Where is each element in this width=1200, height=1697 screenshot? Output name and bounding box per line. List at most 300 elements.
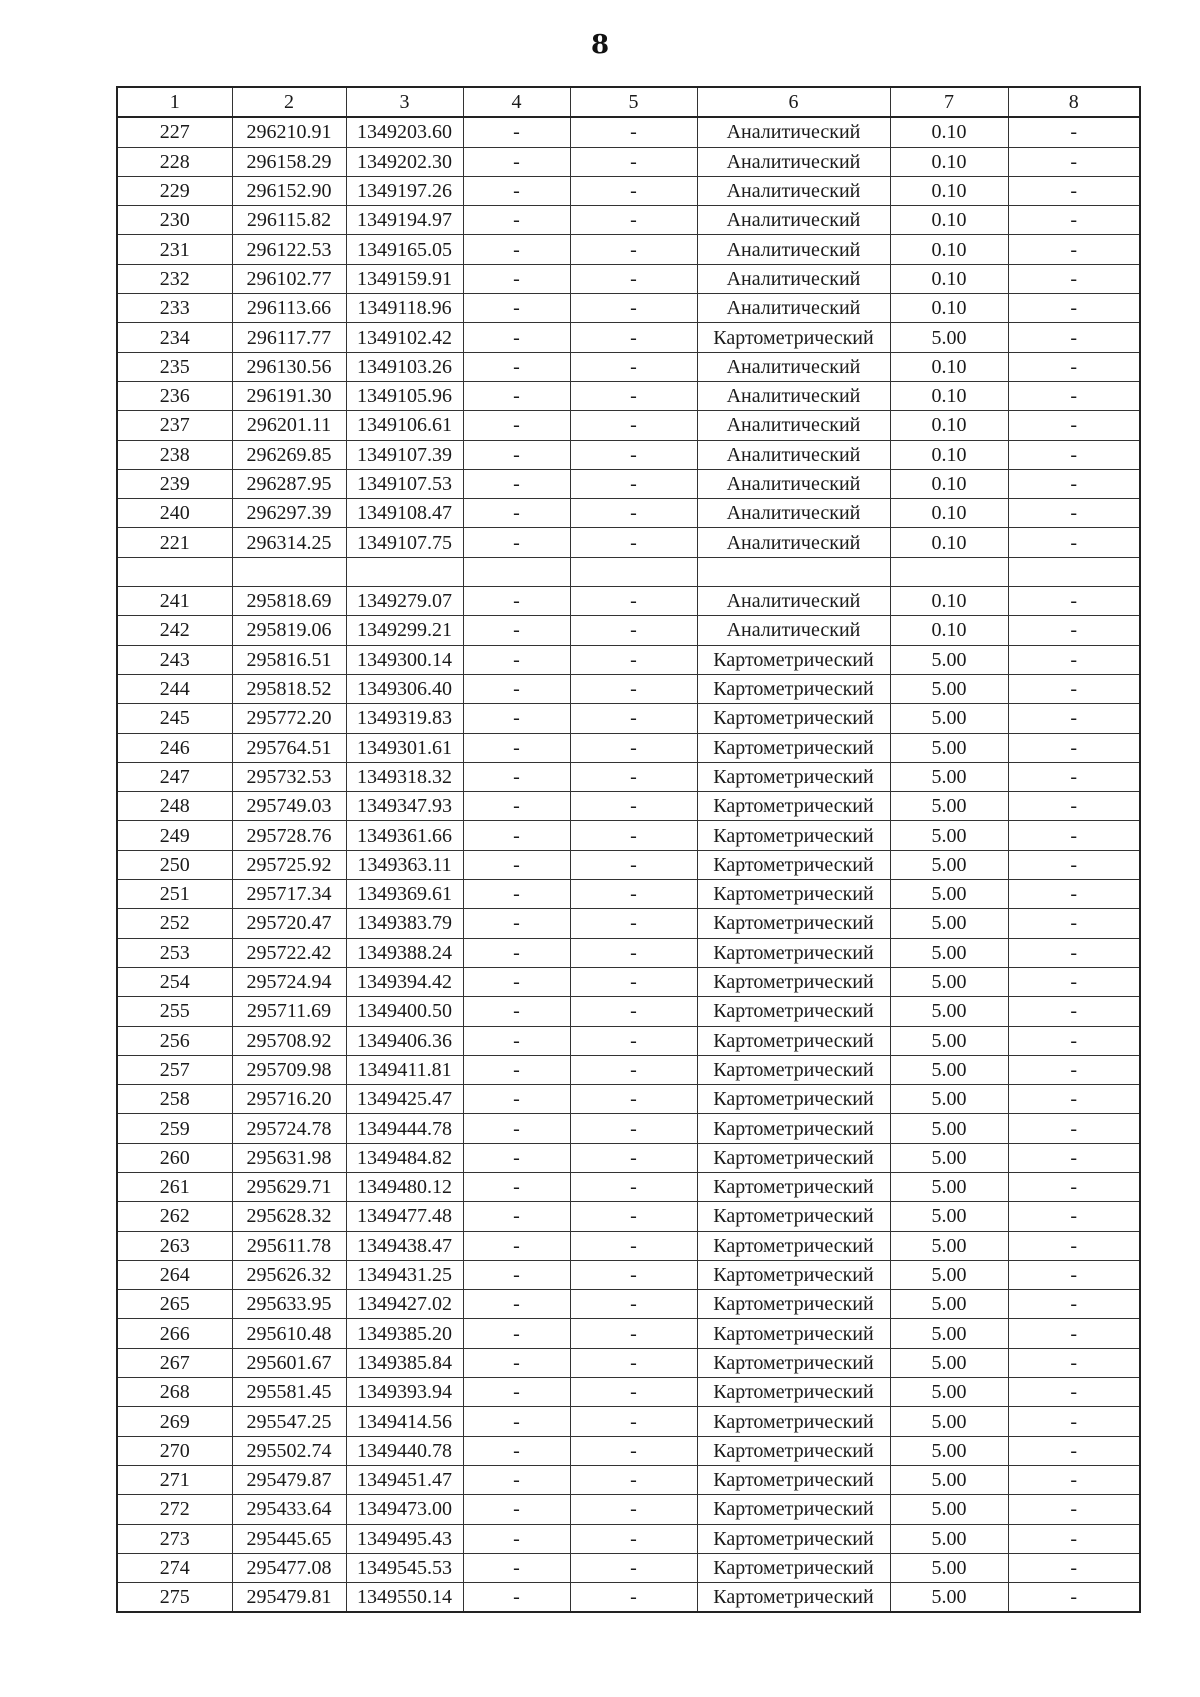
x-coordinate-cell: 295628.32 bbox=[232, 1202, 346, 1231]
column-8-cell: - bbox=[1008, 733, 1140, 762]
column-5-cell: - bbox=[570, 674, 697, 703]
column-5-cell: - bbox=[570, 792, 697, 821]
point-number-cell: 237 bbox=[117, 411, 232, 440]
column-8-cell: - bbox=[1008, 235, 1140, 264]
column-5-cell: - bbox=[570, 294, 697, 323]
column-8-cell: - bbox=[1008, 1553, 1140, 1582]
column-8-cell: - bbox=[1008, 1436, 1140, 1465]
y-coordinate-cell: 1349383.79 bbox=[346, 909, 463, 938]
accuracy-cell: 5.00 bbox=[890, 1172, 1008, 1201]
column-4-cell: - bbox=[463, 704, 570, 733]
column-4-cell: - bbox=[463, 587, 570, 616]
method-cell: Картометрический bbox=[697, 1290, 890, 1319]
column-header-2: 2 bbox=[232, 87, 346, 117]
accuracy-cell: 5.00 bbox=[890, 733, 1008, 762]
accuracy-cell: 5.00 bbox=[890, 762, 1008, 791]
y-coordinate-cell: 1349105.96 bbox=[346, 381, 463, 410]
table-row bbox=[117, 1026, 1140, 1055]
column-5-cell: - bbox=[570, 1583, 697, 1613]
accuracy-cell: 5.00 bbox=[890, 1583, 1008, 1613]
column-5-cell: - bbox=[570, 1348, 697, 1377]
method-cell: Картометрический bbox=[697, 909, 890, 938]
method-cell: Аналитический bbox=[697, 294, 890, 323]
method-cell: Картометрический bbox=[697, 1202, 890, 1231]
column-8-cell: - bbox=[1008, 411, 1140, 440]
table-row bbox=[117, 645, 1140, 674]
column-4-cell: - bbox=[463, 176, 570, 205]
accuracy-cell: 5.00 bbox=[890, 792, 1008, 821]
column-5-cell: - bbox=[570, 1055, 697, 1084]
method-cell: Картометрический bbox=[697, 1436, 890, 1465]
method-cell: Картометрический bbox=[697, 733, 890, 762]
column-5-cell: - bbox=[570, 411, 697, 440]
table-row bbox=[117, 880, 1140, 909]
y-coordinate-cell: 1349451.47 bbox=[346, 1465, 463, 1494]
table-row bbox=[117, 792, 1140, 821]
method-cell: Картометрический bbox=[697, 1407, 890, 1436]
column-4-cell: - bbox=[463, 1378, 570, 1407]
x-coordinate-cell: 295479.87 bbox=[232, 1465, 346, 1494]
column-4-cell: - bbox=[463, 909, 570, 938]
accuracy-cell: 0.10 bbox=[890, 469, 1008, 498]
x-coordinate-cell: 295626.32 bbox=[232, 1260, 346, 1289]
x-coordinate-cell: 295433.64 bbox=[232, 1495, 346, 1524]
point-number-cell: 268 bbox=[117, 1378, 232, 1407]
y-coordinate-cell: 1349107.39 bbox=[346, 440, 463, 469]
column-8-cell: - bbox=[1008, 821, 1140, 850]
point-number-cell: 269 bbox=[117, 1407, 232, 1436]
y-coordinate-cell: 1349388.24 bbox=[346, 938, 463, 967]
method-cell: Картометрический bbox=[697, 1495, 890, 1524]
point-number-cell: 273 bbox=[117, 1524, 232, 1553]
x-coordinate-cell: 295629.71 bbox=[232, 1172, 346, 1201]
table-row bbox=[117, 176, 1140, 205]
table-row bbox=[117, 381, 1140, 410]
column-5-cell: - bbox=[570, 850, 697, 879]
y-coordinate-cell: 1349159.91 bbox=[346, 264, 463, 293]
accuracy-cell: 5.00 bbox=[890, 1407, 1008, 1436]
x-coordinate-cell: 296314.25 bbox=[232, 528, 346, 557]
y-coordinate-cell: 1349477.48 bbox=[346, 1202, 463, 1231]
point-number-cell: 228 bbox=[117, 147, 232, 176]
y-coordinate-cell: 1349440.78 bbox=[346, 1436, 463, 1465]
method-cell: Картометрический bbox=[697, 1055, 890, 1084]
point-number-cell: 234 bbox=[117, 323, 232, 352]
accuracy-cell: 5.00 bbox=[890, 1378, 1008, 1407]
method-cell: Картометрический bbox=[697, 967, 890, 996]
x-coordinate-cell: 295818.52 bbox=[232, 674, 346, 703]
table-row bbox=[117, 1114, 1140, 1143]
column-4-cell: - bbox=[463, 411, 570, 440]
x-coordinate-cell: 296130.56 bbox=[232, 352, 346, 381]
method-cell: Аналитический bbox=[697, 176, 890, 205]
accuracy-cell: 0.10 bbox=[890, 176, 1008, 205]
accuracy-cell: 5.00 bbox=[890, 938, 1008, 967]
column-4-cell: - bbox=[463, 997, 570, 1026]
table-row bbox=[117, 323, 1140, 352]
column-8-cell: - bbox=[1008, 997, 1140, 1026]
point-number-cell: 245 bbox=[117, 704, 232, 733]
column-4-cell: - bbox=[463, 117, 570, 147]
x-coordinate-cell: 295772.20 bbox=[232, 704, 346, 733]
accuracy-cell: 5.00 bbox=[890, 1348, 1008, 1377]
accuracy-cell: 0.10 bbox=[890, 117, 1008, 147]
x-coordinate-cell: 296115.82 bbox=[232, 206, 346, 235]
column-4-cell: - bbox=[463, 1495, 570, 1524]
point-number-cell: 247 bbox=[117, 762, 232, 791]
table-row bbox=[117, 1260, 1140, 1289]
point-number-cell: 242 bbox=[117, 616, 232, 645]
accuracy-cell: 5.00 bbox=[890, 880, 1008, 909]
accuracy-cell: 0.10 bbox=[890, 587, 1008, 616]
table-row bbox=[117, 1172, 1140, 1201]
accuracy-cell: 5.00 bbox=[890, 1085, 1008, 1114]
point-number-cell: 257 bbox=[117, 1055, 232, 1084]
x-coordinate-cell: 295708.92 bbox=[232, 1026, 346, 1055]
column-5-cell: - bbox=[570, 909, 697, 938]
column-header-7: 7 bbox=[890, 87, 1008, 117]
table-row bbox=[117, 294, 1140, 323]
table-row bbox=[117, 147, 1140, 176]
column-4-cell: - bbox=[463, 440, 570, 469]
column-4-cell: - bbox=[463, 1290, 570, 1319]
y-coordinate-cell: 1349102.42 bbox=[346, 323, 463, 352]
x-coordinate-cell: 295631.98 bbox=[232, 1143, 346, 1172]
table-row bbox=[117, 674, 1140, 703]
table-row bbox=[117, 1465, 1140, 1494]
column-8-cell: - bbox=[1008, 1290, 1140, 1319]
method-cell: Картометрический bbox=[697, 645, 890, 674]
empty-cell bbox=[232, 557, 346, 586]
point-number-cell: 255 bbox=[117, 997, 232, 1026]
column-8-cell: - bbox=[1008, 792, 1140, 821]
point-number-cell: 240 bbox=[117, 499, 232, 528]
accuracy-cell: 5.00 bbox=[890, 821, 1008, 850]
method-cell: Картометрический bbox=[697, 704, 890, 733]
accuracy-cell: 5.00 bbox=[890, 1231, 1008, 1260]
accuracy-cell: 5.00 bbox=[890, 645, 1008, 674]
point-number-cell: 264 bbox=[117, 1260, 232, 1289]
y-coordinate-cell: 1349385.20 bbox=[346, 1319, 463, 1348]
accuracy-cell: 5.00 bbox=[890, 1114, 1008, 1143]
y-coordinate-cell: 1349480.12 bbox=[346, 1172, 463, 1201]
y-coordinate-cell: 1349347.93 bbox=[346, 792, 463, 821]
column-8-cell: - bbox=[1008, 645, 1140, 674]
column-4-cell: - bbox=[463, 1524, 570, 1553]
table-row bbox=[117, 967, 1140, 996]
column-5-cell: - bbox=[570, 469, 697, 498]
column-4-cell: - bbox=[463, 381, 570, 410]
point-number-cell: 263 bbox=[117, 1231, 232, 1260]
table-row bbox=[117, 440, 1140, 469]
column-4-cell: - bbox=[463, 1260, 570, 1289]
method-cell: Картометрический bbox=[697, 1583, 890, 1613]
method-cell: Картометрический bbox=[697, 938, 890, 967]
column-5-cell: - bbox=[570, 235, 697, 264]
y-coordinate-cell: 1349194.97 bbox=[346, 206, 463, 235]
empty-cell bbox=[570, 557, 697, 586]
method-cell: Аналитический bbox=[697, 352, 890, 381]
column-8-cell: - bbox=[1008, 1114, 1140, 1143]
column-4-cell: - bbox=[463, 1553, 570, 1582]
method-cell: Аналитический bbox=[697, 117, 890, 147]
table-row bbox=[117, 1495, 1140, 1524]
column-4-cell: - bbox=[463, 294, 570, 323]
column-5-cell: - bbox=[570, 147, 697, 176]
x-coordinate-cell: 296297.39 bbox=[232, 499, 346, 528]
y-coordinate-cell: 1349118.96 bbox=[346, 294, 463, 323]
y-coordinate-cell: 1349165.05 bbox=[346, 235, 463, 264]
method-cell: Аналитический bbox=[697, 469, 890, 498]
table-row bbox=[117, 1348, 1140, 1377]
column-4-cell: - bbox=[463, 762, 570, 791]
x-coordinate-cell: 296269.85 bbox=[232, 440, 346, 469]
column-5-cell: - bbox=[570, 1319, 697, 1348]
y-coordinate-cell: 1349393.94 bbox=[346, 1378, 463, 1407]
column-4-cell: - bbox=[463, 1319, 570, 1348]
table-row bbox=[117, 1436, 1140, 1465]
table-row bbox=[117, 909, 1140, 938]
point-number-cell: 243 bbox=[117, 645, 232, 674]
column-8-cell: - bbox=[1008, 352, 1140, 381]
y-coordinate-cell: 1349197.26 bbox=[346, 176, 463, 205]
x-coordinate-cell: 296287.95 bbox=[232, 469, 346, 498]
x-coordinate-cell: 295724.78 bbox=[232, 1114, 346, 1143]
y-coordinate-cell: 1349400.50 bbox=[346, 997, 463, 1026]
x-coordinate-cell: 295611.78 bbox=[232, 1231, 346, 1260]
method-cell: Аналитический bbox=[697, 235, 890, 264]
column-5-cell: - bbox=[570, 499, 697, 528]
column-4-cell: - bbox=[463, 616, 570, 645]
column-5-cell: - bbox=[570, 1202, 697, 1231]
column-8-cell: - bbox=[1008, 880, 1140, 909]
point-number-cell: 236 bbox=[117, 381, 232, 410]
empty-cell bbox=[463, 557, 570, 586]
point-number-cell: 252 bbox=[117, 909, 232, 938]
y-coordinate-cell: 1349301.61 bbox=[346, 733, 463, 762]
column-5-cell: - bbox=[570, 616, 697, 645]
method-cell: Картометрический bbox=[697, 997, 890, 1026]
point-number-cell: 238 bbox=[117, 440, 232, 469]
column-4-cell: - bbox=[463, 967, 570, 996]
column-4-cell: - bbox=[463, 1172, 570, 1201]
point-number-cell: 244 bbox=[117, 674, 232, 703]
column-8-cell: - bbox=[1008, 323, 1140, 352]
column-8-cell: - bbox=[1008, 469, 1140, 498]
table-row bbox=[117, 1202, 1140, 1231]
table-row bbox=[117, 264, 1140, 293]
x-coordinate-cell: 296102.77 bbox=[232, 264, 346, 293]
column-header-6: 6 bbox=[697, 87, 890, 117]
empty-cell bbox=[1008, 557, 1140, 586]
method-cell: Картометрический bbox=[697, 1348, 890, 1377]
accuracy-cell: 0.10 bbox=[890, 440, 1008, 469]
method-cell: Картометрический bbox=[697, 674, 890, 703]
method-cell: Картометрический bbox=[697, 1085, 890, 1114]
method-cell: Аналитический bbox=[697, 381, 890, 410]
column-8-cell: - bbox=[1008, 674, 1140, 703]
column-5-cell: - bbox=[570, 762, 697, 791]
x-coordinate-cell: 296152.90 bbox=[232, 176, 346, 205]
page-number: 8 bbox=[590, 30, 610, 60]
accuracy-cell: 0.10 bbox=[890, 264, 1008, 293]
column-5-cell: - bbox=[570, 704, 697, 733]
y-coordinate-cell: 1349106.61 bbox=[346, 411, 463, 440]
column-4-cell: - bbox=[463, 1465, 570, 1494]
column-8-cell: - bbox=[1008, 528, 1140, 557]
column-8-cell: - bbox=[1008, 1348, 1140, 1377]
y-coordinate-cell: 1349550.14 bbox=[346, 1583, 463, 1613]
method-cell: Аналитический bbox=[697, 587, 890, 616]
accuracy-cell: 0.10 bbox=[890, 206, 1008, 235]
column-8-cell: - bbox=[1008, 1407, 1140, 1436]
column-8-cell: - bbox=[1008, 176, 1140, 205]
x-coordinate-cell: 295601.67 bbox=[232, 1348, 346, 1377]
table-row bbox=[117, 1407, 1140, 1436]
x-coordinate-cell: 296210.91 bbox=[232, 117, 346, 147]
x-coordinate-cell: 296191.30 bbox=[232, 381, 346, 410]
y-coordinate-cell: 1349318.32 bbox=[346, 762, 463, 791]
point-number-cell: 249 bbox=[117, 821, 232, 850]
column-8-cell: - bbox=[1008, 499, 1140, 528]
table-row bbox=[117, 1143, 1140, 1172]
x-coordinate-cell: 295477.08 bbox=[232, 1553, 346, 1582]
y-coordinate-cell: 1349406.36 bbox=[346, 1026, 463, 1055]
accuracy-cell: 0.10 bbox=[890, 235, 1008, 264]
column-4-cell: - bbox=[463, 499, 570, 528]
accuracy-cell: 5.00 bbox=[890, 1055, 1008, 1084]
column-8-cell: - bbox=[1008, 704, 1140, 733]
y-coordinate-cell: 1349394.42 bbox=[346, 967, 463, 996]
x-coordinate-cell: 295724.94 bbox=[232, 967, 346, 996]
column-8-cell: - bbox=[1008, 1378, 1140, 1407]
point-number-cell: 253 bbox=[117, 938, 232, 967]
column-8-cell: - bbox=[1008, 909, 1140, 938]
column-header-1: 1 bbox=[117, 87, 232, 117]
point-number-cell: 246 bbox=[117, 733, 232, 762]
table-row bbox=[117, 587, 1140, 616]
column-8-cell: - bbox=[1008, 206, 1140, 235]
x-coordinate-cell: 296122.53 bbox=[232, 235, 346, 264]
accuracy-cell: 0.10 bbox=[890, 411, 1008, 440]
method-cell: Картометрический bbox=[697, 1260, 890, 1289]
column-4-cell: - bbox=[463, 1143, 570, 1172]
column-8-cell: - bbox=[1008, 440, 1140, 469]
point-number-cell: 221 bbox=[117, 528, 232, 557]
method-cell: Картометрический bbox=[697, 821, 890, 850]
method-cell: Картометрический bbox=[697, 1172, 890, 1201]
table-row bbox=[117, 1319, 1140, 1348]
column-5-cell: - bbox=[570, 733, 697, 762]
accuracy-cell: 5.00 bbox=[890, 1260, 1008, 1289]
table-row bbox=[117, 1553, 1140, 1582]
method-cell: Аналитический bbox=[697, 264, 890, 293]
x-coordinate-cell: 295818.69 bbox=[232, 587, 346, 616]
column-4-cell: - bbox=[463, 1407, 570, 1436]
x-coordinate-cell: 295581.45 bbox=[232, 1378, 346, 1407]
column-5-cell: - bbox=[570, 117, 697, 147]
accuracy-cell: 5.00 bbox=[890, 909, 1008, 938]
y-coordinate-cell: 1349203.60 bbox=[346, 117, 463, 147]
accuracy-cell: 5.00 bbox=[890, 850, 1008, 879]
column-5-cell: - bbox=[570, 352, 697, 381]
table-row bbox=[117, 1524, 1140, 1553]
column-5-cell: - bbox=[570, 645, 697, 674]
column-5-cell: - bbox=[570, 1465, 697, 1494]
table-row bbox=[117, 411, 1140, 440]
x-coordinate-cell: 295749.03 bbox=[232, 792, 346, 821]
y-coordinate-cell: 1349444.78 bbox=[346, 1114, 463, 1143]
table-row bbox=[117, 499, 1140, 528]
column-5-cell: - bbox=[570, 997, 697, 1026]
column-5-cell: - bbox=[570, 1553, 697, 1582]
column-4-cell: - bbox=[463, 1202, 570, 1231]
column-header-3: 3 bbox=[346, 87, 463, 117]
table-row bbox=[117, 206, 1140, 235]
method-cell: Картометрический bbox=[697, 792, 890, 821]
x-coordinate-cell: 295732.53 bbox=[232, 762, 346, 791]
table-row bbox=[117, 821, 1140, 850]
method-cell: Аналитический bbox=[697, 440, 890, 469]
point-number-cell: 251 bbox=[117, 880, 232, 909]
column-8-cell: - bbox=[1008, 381, 1140, 410]
table-body bbox=[117, 117, 1140, 1612]
method-cell: Аналитический bbox=[697, 147, 890, 176]
y-coordinate-cell: 1349414.56 bbox=[346, 1407, 463, 1436]
column-5-cell: - bbox=[570, 206, 697, 235]
point-number-cell: 229 bbox=[117, 176, 232, 205]
column-5-cell: - bbox=[570, 1172, 697, 1201]
x-coordinate-cell: 295479.81 bbox=[232, 1583, 346, 1613]
x-coordinate-cell: 295502.74 bbox=[232, 1436, 346, 1465]
accuracy-cell: 5.00 bbox=[890, 323, 1008, 352]
accuracy-cell: 0.10 bbox=[890, 147, 1008, 176]
y-coordinate-cell: 1349431.25 bbox=[346, 1260, 463, 1289]
accuracy-cell: 5.00 bbox=[890, 1290, 1008, 1319]
x-coordinate-cell: 296113.66 bbox=[232, 294, 346, 323]
column-4-cell: - bbox=[463, 1348, 570, 1377]
point-number-cell: 248 bbox=[117, 792, 232, 821]
point-number-cell: 266 bbox=[117, 1319, 232, 1348]
point-number-cell: 227 bbox=[117, 117, 232, 147]
accuracy-cell: 5.00 bbox=[890, 1524, 1008, 1553]
x-coordinate-cell: 295445.65 bbox=[232, 1524, 346, 1553]
accuracy-cell: 5.00 bbox=[890, 1026, 1008, 1055]
column-4-cell: - bbox=[463, 1055, 570, 1084]
accuracy-cell: 5.00 bbox=[890, 704, 1008, 733]
column-8-cell: - bbox=[1008, 1319, 1140, 1348]
point-number-cell: 232 bbox=[117, 264, 232, 293]
point-number-cell: 259 bbox=[117, 1114, 232, 1143]
point-number-cell: 258 bbox=[117, 1085, 232, 1114]
column-5-cell: - bbox=[570, 323, 697, 352]
column-4-cell: - bbox=[463, 792, 570, 821]
x-coordinate-cell: 296201.11 bbox=[232, 411, 346, 440]
table-row bbox=[117, 733, 1140, 762]
y-coordinate-cell: 1349279.07 bbox=[346, 587, 463, 616]
column-8-cell: - bbox=[1008, 587, 1140, 616]
y-coordinate-cell: 1349103.26 bbox=[346, 352, 463, 381]
x-coordinate-cell: 295816.51 bbox=[232, 645, 346, 674]
column-4-cell: - bbox=[463, 880, 570, 909]
y-coordinate-cell: 1349545.53 bbox=[346, 1553, 463, 1582]
point-number-cell: 272 bbox=[117, 1495, 232, 1524]
column-5-cell: - bbox=[570, 440, 697, 469]
contour-separator-row bbox=[117, 557, 1140, 586]
point-number-cell: 231 bbox=[117, 235, 232, 264]
accuracy-cell: 5.00 bbox=[890, 1553, 1008, 1582]
y-coordinate-cell: 1349385.84 bbox=[346, 1348, 463, 1377]
